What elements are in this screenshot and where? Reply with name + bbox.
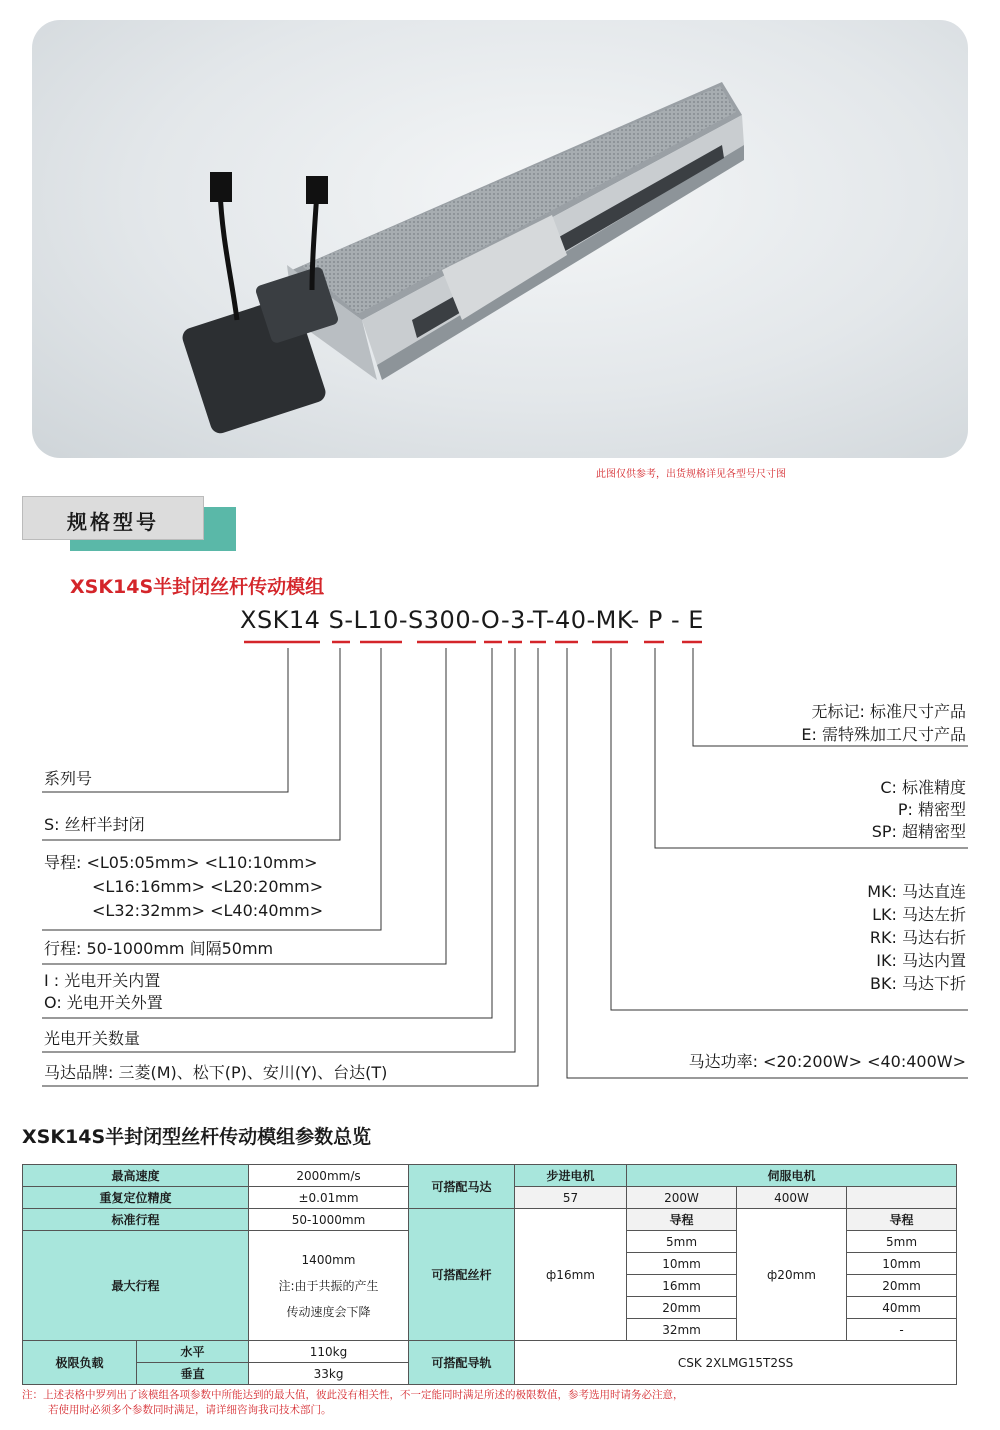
max-stroke-note-2: 传动速度会下降 — [286, 1304, 371, 1319]
footnote — [22, 1388, 684, 1418]
label-motor-power: 马达功率: <20:200W> <40:400W> — [688, 1052, 966, 1071]
label-motor-brand: 马达品牌: 三菱(M)、松下(P)、安川(Y)、台达(T) — [44, 1063, 388, 1082]
label-switch-quantity: 光电开关数量 — [44, 1029, 141, 1048]
label-custom-size: E: 需特殊加工尺寸产品 — [801, 725, 966, 744]
cell-empty — [847, 1187, 957, 1209]
cell-vertical: 33kg — [249, 1363, 409, 1385]
cell-screw-label: 可搭配丝杆 — [409, 1209, 515, 1341]
label-lead-2: <L16:16mm> <L20:20mm> — [92, 877, 324, 896]
cell-lead-a: 10mm — [627, 1253, 737, 1275]
label-lead-1: 导程: <L05:05mm> <L10:10mm> — [44, 853, 318, 872]
cell-repeat-label: 重复定位精度 — [23, 1187, 249, 1209]
label-mount-bk: BK: 马达下折 — [870, 974, 966, 993]
table-row — [23, 1341, 957, 1363]
max-stroke-note-1: 注:由于共振的产生 — [278, 1278, 379, 1293]
cell-lead-a: 16mm — [627, 1275, 737, 1297]
cell-lead-a: 5mm — [627, 1231, 737, 1253]
cell-stepper-57: 57 — [515, 1187, 627, 1209]
footnote-line-2: 若使用时必须多个参数同时满足，请详细咨询我司技术部门。 — [48, 1404, 332, 1416]
cell-lead-b: 40mm — [847, 1297, 957, 1319]
cell-lead-b-header: 导程 — [847, 1209, 957, 1231]
cell-horizontal-label: 水平 — [137, 1341, 249, 1363]
cell-max-stroke — [249, 1231, 409, 1341]
table-title: XSK14S半封闭型丝杆传动模组参数总览 — [22, 1126, 372, 1148]
table-row — [23, 1209, 957, 1231]
label-precision-c: C: 标准精度 — [880, 778, 966, 797]
image-disclaimer: 此图仅供参考，出货规格详见各型号尺寸图 — [596, 469, 786, 480]
cell-rail-label: 可搭配导轨 — [409, 1341, 515, 1385]
cell-std-stroke: 50-1000mm — [249, 1209, 409, 1231]
max-stroke-value: 1400mm — [301, 1252, 356, 1267]
cell-max-stroke-label: 最大行程 — [23, 1231, 249, 1341]
cell-lead-a: 32mm — [627, 1319, 737, 1341]
label-seal-type: S: 丝杆半封闭 — [44, 815, 145, 834]
cell-motor-label: 可搭配马达 — [409, 1165, 515, 1209]
cell-lead-b: 20mm — [847, 1275, 957, 1297]
cell-load-label: 极限负载 — [23, 1341, 137, 1385]
label-series: 系列号 — [44, 769, 93, 788]
cell-servo: 伺服电机 — [627, 1165, 957, 1187]
label-standard-size: 无标记: 标准尺寸产品 — [811, 702, 966, 721]
cell-lead-b: 10mm — [847, 1253, 957, 1275]
cell-horizontal: 110kg — [249, 1341, 409, 1363]
cell-vertical-label: 垂直 — [137, 1363, 249, 1385]
cell-lead-a-header: 导程 — [627, 1209, 737, 1231]
cell-servo-200: 200W — [627, 1187, 737, 1209]
cell-lead-b: 5mm — [847, 1231, 957, 1253]
label-mount-ik: IK: 马达内置 — [876, 951, 966, 970]
label-mount-rk: RK: 马达右折 — [869, 928, 966, 947]
section-tab-label: 规格型号 — [67, 510, 159, 534]
cell-std-stroke-label: 标准行程 — [23, 1209, 249, 1231]
footnote-line-1: 注：上述表格中罗列出了该模组各项参数中所能达到的最大值，彼此没有相关性，不一定能同时满足所述的极限数值，参考选用时请务必注意， — [22, 1389, 684, 1401]
cell-repeat: ±0.01mm — [249, 1187, 409, 1209]
table-row — [23, 1165, 957, 1187]
cell-lead-b: - — [847, 1319, 957, 1341]
model-code: XSK14 S-L10-S300-O-3-T-40-MK- P - E — [240, 606, 704, 634]
label-lead-3: <L32:32mm> <L40:40mm> — [92, 901, 324, 920]
cell-max-speed: 2000mm/s — [249, 1165, 409, 1187]
cell-screw-20: ф20mm — [737, 1209, 847, 1341]
model-title: XSK14S半封闭丝杆传动模组 — [70, 576, 325, 598]
label-mount-mk: MK: 马达直连 — [867, 882, 966, 901]
cell-max-speed-label: 最高速度 — [23, 1165, 249, 1187]
label-precision-sp: SP: 超精密型 — [871, 822, 966, 841]
cell-servo-400: 400W — [737, 1187, 847, 1209]
spec-table — [22, 1164, 957, 1385]
cell-screw-16: ф16mm — [515, 1209, 627, 1341]
label-switch-internal: I : 光电开关内置 — [44, 971, 161, 990]
cell-rail: CSK 2XLMG15T2SS — [515, 1341, 957, 1385]
label-switch-external: O: 光电开关外置 — [44, 993, 163, 1012]
label-precision-p: P: 精密型 — [897, 800, 966, 819]
label-stroke: 行程: 50-1000mm 间隔50mm — [44, 939, 274, 958]
cell-stepper: 步进电机 — [515, 1165, 627, 1187]
label-mount-lk: LK: 马达左折 — [872, 905, 966, 924]
cell-lead-a: 20mm — [627, 1297, 737, 1319]
